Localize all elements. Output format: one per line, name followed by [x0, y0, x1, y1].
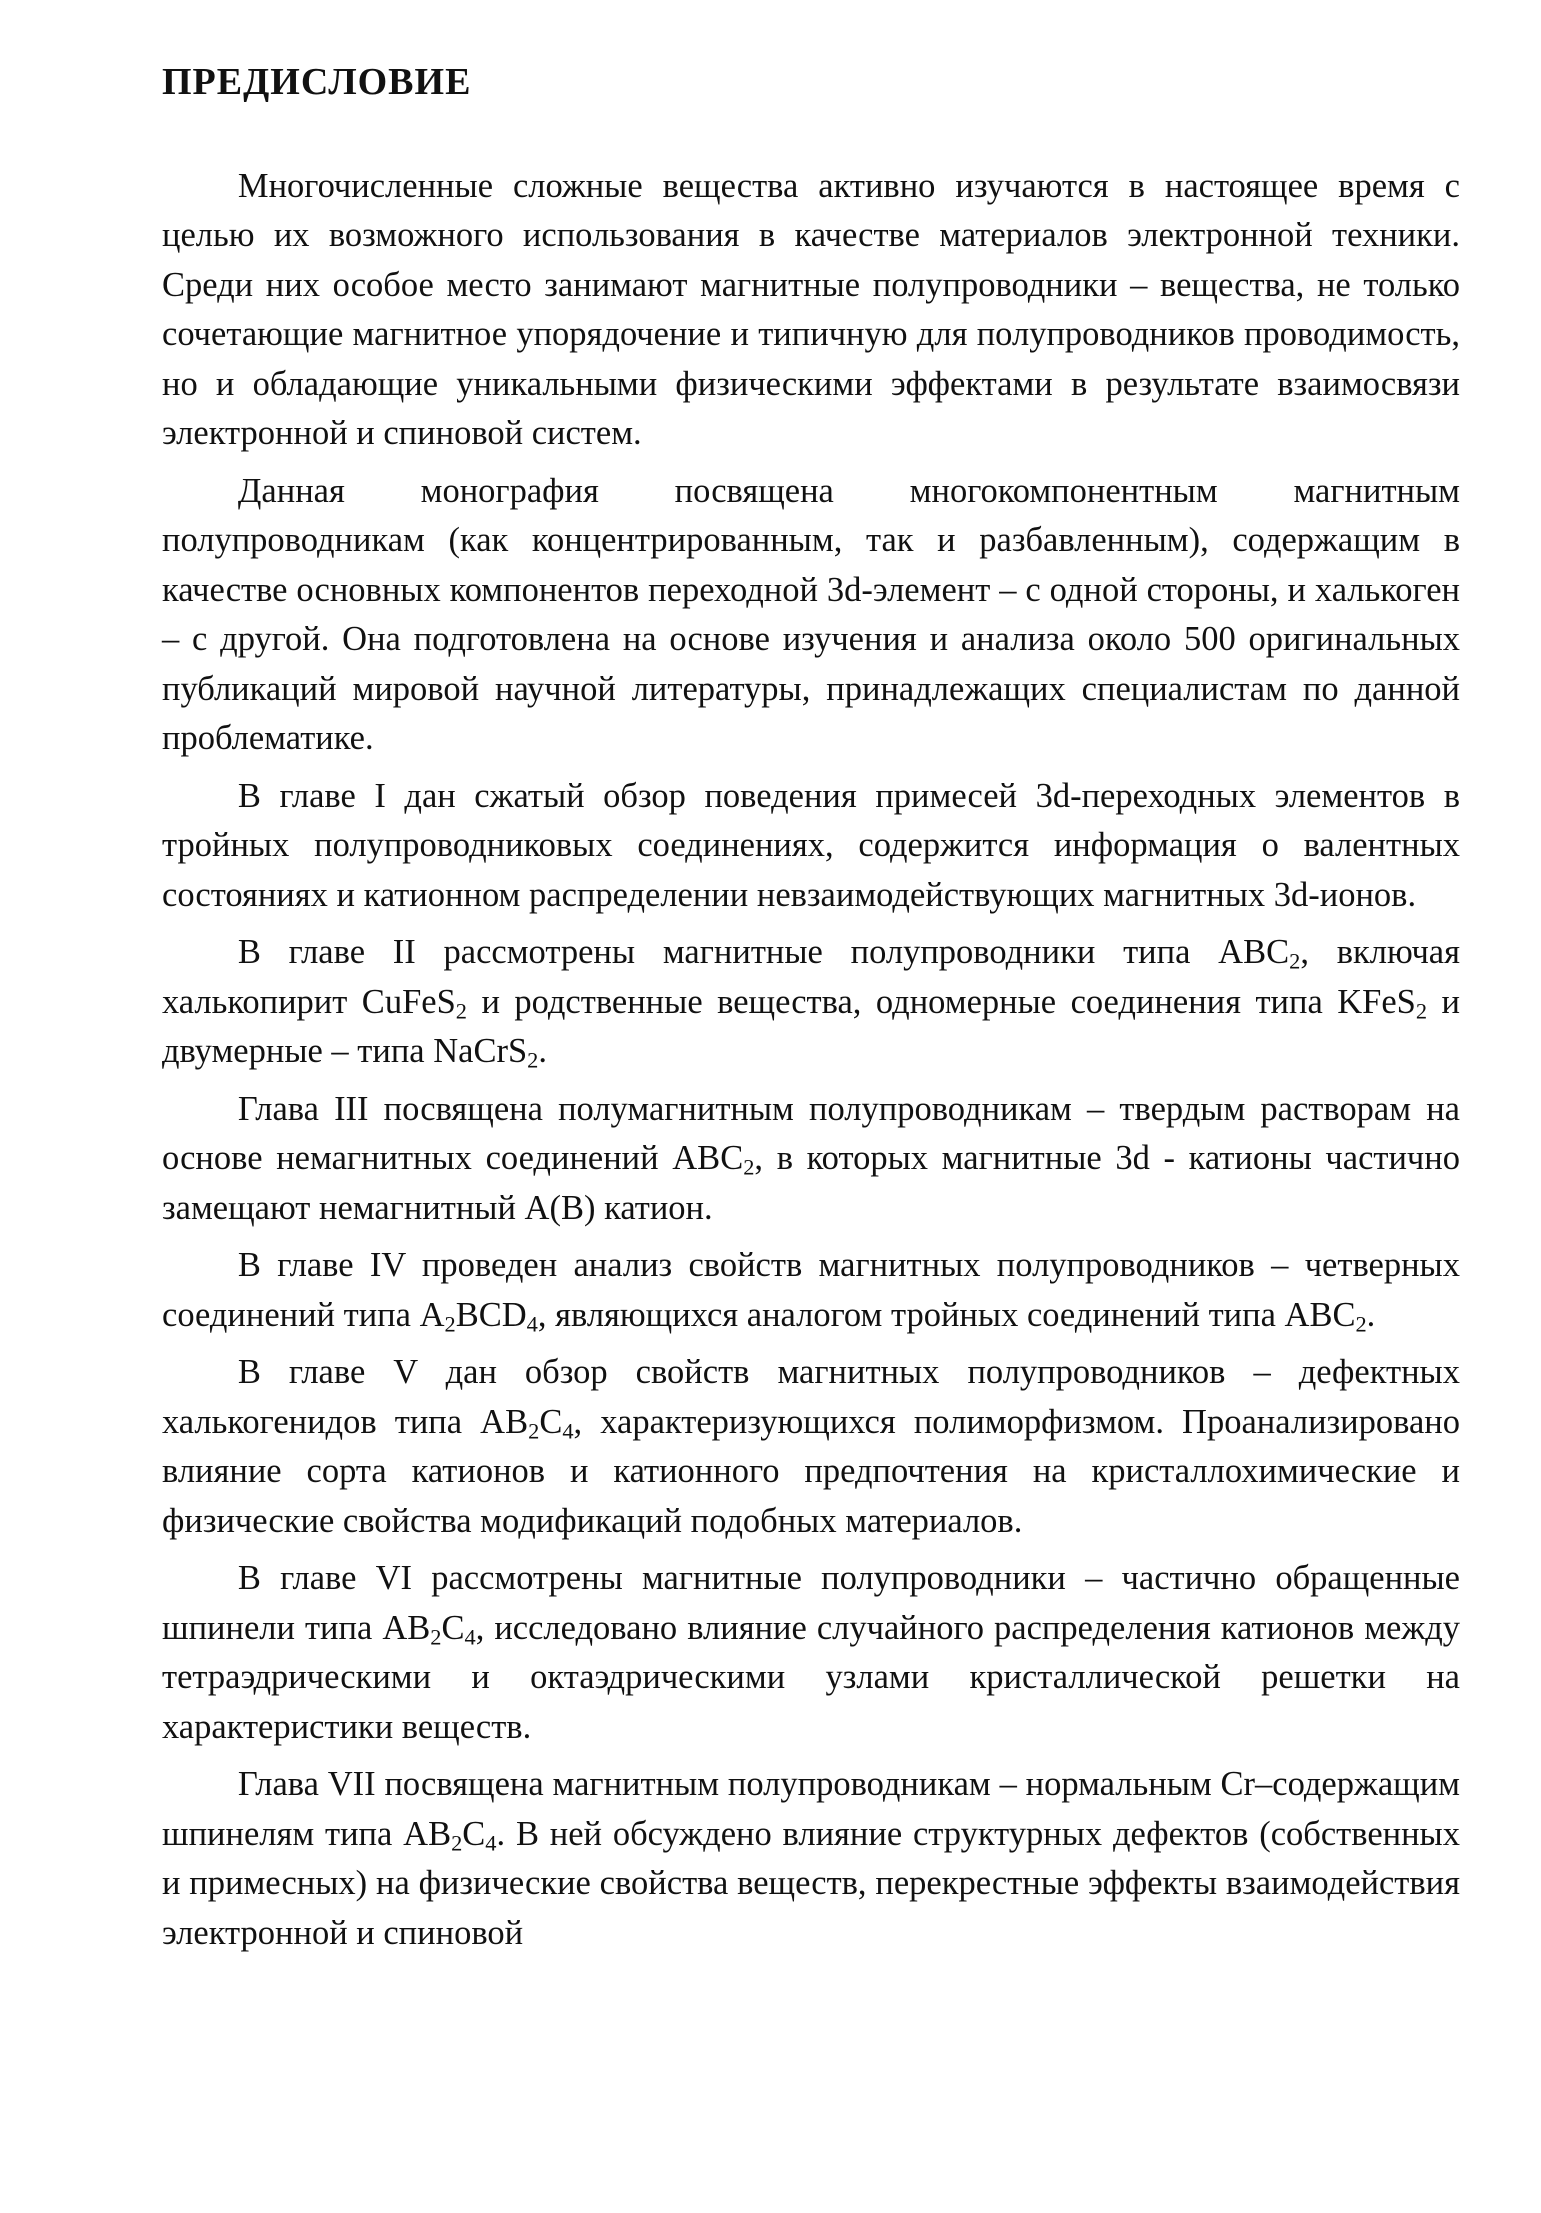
- text-segment: BCD: [455, 1295, 527, 1334]
- text-segment: Многочисленные сложные вещества активно изучаются в настоящее время с целью их возможного использования в качестве материалов электронной техники. Среди них особое место занимают магнитные полупроводники – вещества, не только сочетающие магнитное упорядочение и типичную для полупроводников проводимость, но и обладающие уникальными физическими эффектами в результате взаимосвязи электронной и спиновой систем.: [162, 166, 1469, 453]
- text-segment: C: [539, 1402, 563, 1441]
- paragraph: [162, 1554, 1469, 1752]
- text-segment: , включая халькопирит CuFeS: [162, 933, 1469, 1021]
- text-segment: В главе VI рассмотрены магнитные полупроводники – частично обращенные шпинели типа AB: [162, 1559, 1469, 1647]
- subscript: 4: [526, 1311, 538, 1337]
- subscript: 2: [743, 1154, 755, 1180]
- subscript: 2: [444, 1311, 456, 1337]
- subscript: 4: [562, 1418, 574, 1444]
- text-segment: , характеризующихся полиморфизмом. Проанализировано влияние сорта катионов и катионного предпочтения на кристаллохимические и физические свойства модификаций подобных материалов.: [162, 1402, 1469, 1540]
- subscript: 2: [527, 1047, 539, 1073]
- paragraph: [162, 162, 1469, 459]
- subscript: 2: [528, 1418, 540, 1444]
- paragraph: [162, 928, 1469, 1077]
- subscript: 2: [1355, 1311, 1367, 1337]
- text-segment: В главе IV проведен анализ свойств магнитных полупроводников – четверных соединений типа A: [162, 1246, 1469, 1334]
- subscript: 2: [451, 1830, 463, 1856]
- subscript: 4: [485, 1830, 497, 1856]
- paragraph: [162, 772, 1469, 921]
- text-segment: .: [1366, 1295, 1376, 1334]
- text-segment: В главе I дан сжатый обзор поведения примесей 3d-переходных элементов в тройных полупроводниковых соединениях, содержится информация о валентных состояниях и катионном распределении невзаимодействующих магнитных 3d-ионов.: [162, 776, 1469, 914]
- paragraph: [162, 467, 1469, 764]
- subscript: 2: [430, 1624, 442, 1650]
- text-segment: и двумерные – типа NaCrS: [162, 982, 1469, 1071]
- text-segment: Глава III посвящена полумагнитным полупроводникам – твердым растворам на основе немагнитных соединений ABC: [162, 1089, 1469, 1178]
- text-segment: и родственные вещества, одномерные соединения типа KFeS: [466, 982, 1416, 1021]
- document-page: [162, 60, 1469, 1966]
- paragraph: [162, 1760, 1469, 1958]
- page-title: ПРЕДИСЛОВИЕ: [162, 61, 472, 103]
- subscript: 2: [455, 998, 467, 1024]
- text-segment: , являющихся аналогом тройных соединений типа ABC: [537, 1295, 1356, 1334]
- body-text: [162, 162, 1469, 1959]
- paragraph: [162, 1085, 1469, 1234]
- paragraph: [162, 1241, 1469, 1340]
- text-segment: В главе V дан обзор свойств магнитных полупроводников – дефектных халькогенидов типа AB: [162, 1353, 1469, 1441]
- text-segment: .: [538, 1032, 547, 1071]
- subscript: 2: [1289, 948, 1301, 974]
- text-segment: Глава VII посвящена магнитным полупроводникам – нормальным Cr–содержащим шпинелям типа AB: [162, 1765, 1469, 1853]
- text-segment: , исследовано влияние случайного распределения катионов между тетраэдрическими и октаэдрическими узлами кристаллической решетки на характеристики веществ.: [162, 1608, 1469, 1746]
- subscript: 2: [1415, 998, 1428, 1024]
- text-segment: Данная монография посвящена многокомпонентным магнитным полупроводникам (как концентрированным, так и разбавленным), содержащим в качестве основных компонентов переходной 3d-элемент – с одной стороны, и халькоген – с другой. Она подготовлена на основе изучения и анализа около 500 оригинальных публикаций мировой научной литературы, принадлежащих специалистам по данной проблематике.: [162, 471, 1469, 758]
- subscript: 4: [464, 1624, 476, 1650]
- paragraph: [162, 1348, 1469, 1546]
- text-segment: , в которых магнитные 3d - катионы частично замещают немагнитный A(B) катион.: [162, 1139, 1469, 1227]
- text-segment: C: [462, 1814, 486, 1853]
- text-segment: C: [441, 1608, 465, 1647]
- text-segment: . В ней обсуждено влияние структурных дефектов (собственных и примесных) на физические свойства веществ, перекрестные эффекты взаимодействия электронной и спиновой: [162, 1814, 1469, 1952]
- text-segment: В главе II рассмотрены магнитные полупроводники типа ABC: [237, 933, 1290, 972]
